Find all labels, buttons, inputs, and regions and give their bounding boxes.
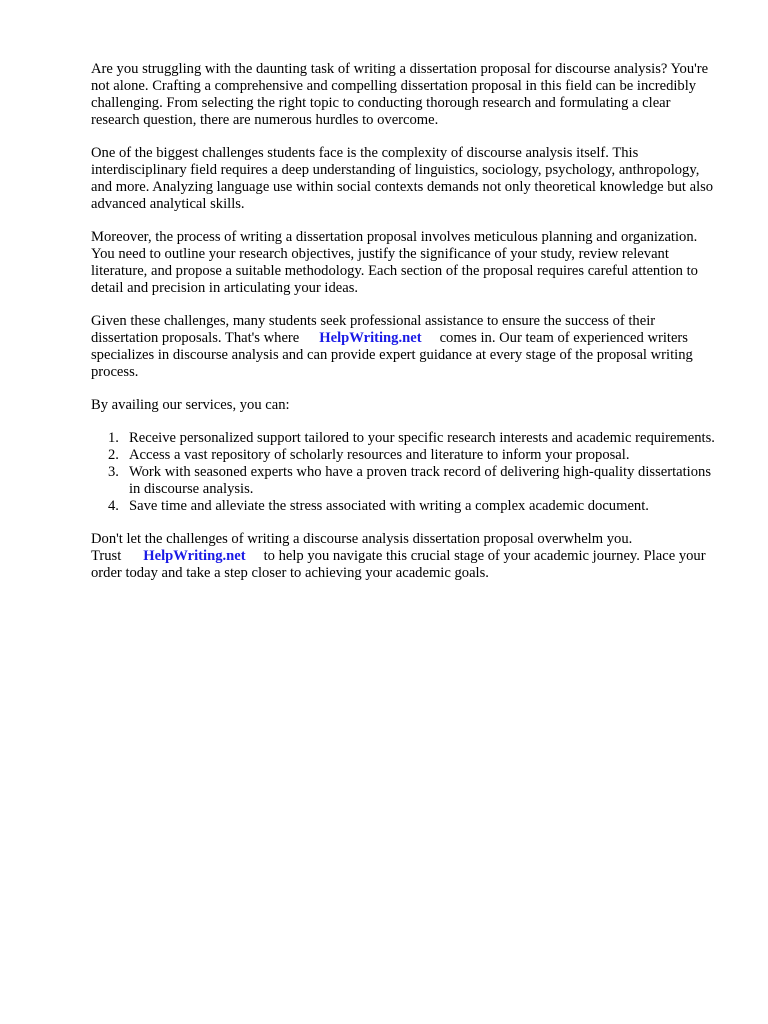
intro-paragraph: Are you struggling with the daunting task of writing a dissertation proposal for discourse analysis? You're not alone. Crafting a comprehensive and compelling dissertation proposal in this field can be incredibly challenging. From selecting the right topic to conducting thorough research and formulating a clear research question, there are numerous hurdles to overcome.	[91, 61, 709, 128]
list-item-text: Receive personalized support tailored to your specific research interests and academic requirements.	[129, 430, 715, 446]
list-item	[108, 498, 719, 515]
helpwriting-link[interactable]: HelpWriting.net	[319, 330, 422, 346]
assistance-paragraph	[91, 313, 719, 381]
list-item-number: 3.	[108, 464, 119, 480]
helpwriting-link-closing[interactable]: HelpWriting.net	[143, 548, 246, 564]
closing-text-after: to help you navigate this crucial stage of your academic journey. Place your order today and take a step closer to achieving your academic goals.	[91, 548, 706, 581]
list-item-number: 1.	[108, 430, 119, 446]
closing-text-before: Don't let the challenges of writing a discourse analysis dissertation proposal overwhelm you. Trust	[91, 531, 633, 564]
list-item-number: 2.	[108, 447, 119, 463]
list-item-number: 4.	[108, 498, 119, 514]
list-item-text: Access a vast repository of scholarly resources and literature to inform your proposal.	[129, 447, 630, 463]
assistance-text-after: comes in. Our team of experienced writers specializes in discourse analysis and can provide expert guidance at every stage of the proposal writing process.	[91, 330, 693, 380]
services-intro: By availing our services, you can:	[91, 397, 290, 413]
challenges-paragraph: One of the biggest challenges students face is the complexity of discourse analysis itself. This interdisciplinary field requires a deep understanding of linguistics, sociology, psychology, anthropology, and more. Analyzing language use within social contexts demands not only theoretical knowledge but also advanced analytical skills.	[91, 145, 714, 212]
list-item	[108, 447, 719, 464]
assistance-text-before: Given these challenges, many students seek professional assistance to ensure the success of their dissertation proposals. That's where	[91, 313, 656, 346]
list-item-text: Work with seasoned experts who have a proven track record of delivering high-quality dissertations in discourse analysis.	[129, 464, 711, 497]
closing-paragraph	[91, 531, 719, 582]
process-paragraph: Moreover, the process of writing a dissertation proposal involves meticulous planning and organization. You need to outline your research objectives, justify the significance of your study, review relevant literature, and propose a suitable methodology. Each section of the proposal requires careful attention to detail and precision in articulating your ideas.	[91, 229, 698, 296]
list-item	[108, 464, 719, 498]
list-item	[108, 430, 719, 447]
benefits-list	[91, 430, 719, 515]
document-page	[91, 61, 719, 598]
list-item-text: Save time and alleviate the stress associated with writing a complex academic document.	[129, 498, 649, 514]
